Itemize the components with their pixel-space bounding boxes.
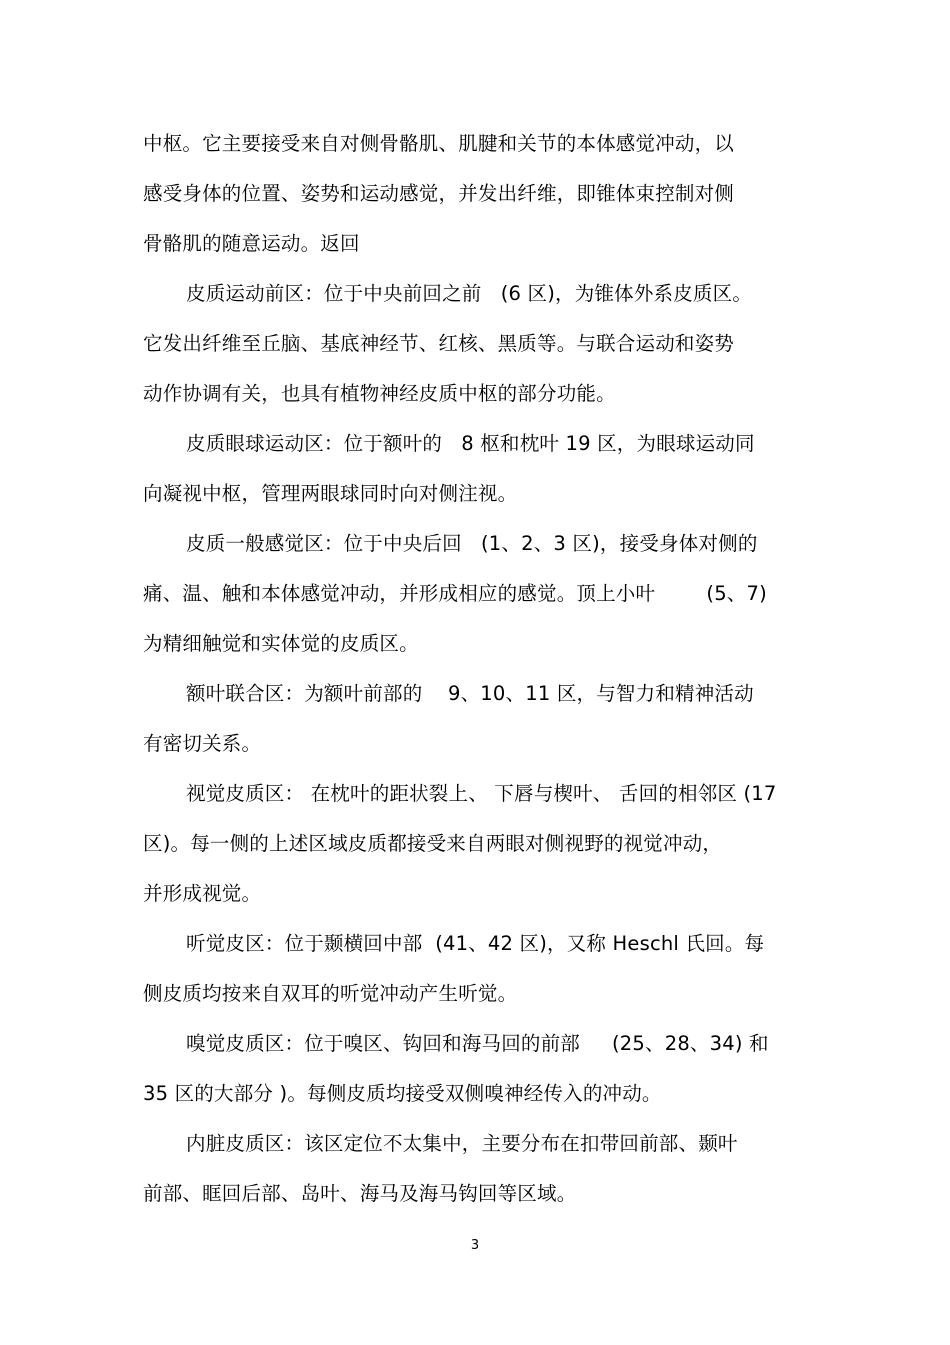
text-line: 为精细触觉和实体觉的皮质区。 <box>143 632 419 655</box>
text-line: 35 区的大部分 )。每侧皮质均接受双侧嗅神经传入的冲动。 <box>143 1082 662 1105</box>
text-line: 它发出纤维至丘脑、基底神经节、红核、黑质等。与联合运动和姿势 <box>143 332 735 355</box>
text-line: 前部、眶回后部、岛叶、海马及海马钩回等区域。 <box>143 1182 577 1205</box>
paragraph-start-line: 皮质一般感觉区：位于中央后回 (1、2、3 区)，接受身体对侧的 <box>186 532 758 555</box>
text-line: 向凝视中枢，管理两眼球同时向对侧注视。 <box>143 482 518 505</box>
text-line: 感受身体的位置、姿势和运动感觉，并发出纤维，即锥体束控制对侧 <box>143 182 735 205</box>
text-line: 侧皮质均按来自双耳的听觉冲动产生听觉。 <box>143 982 518 1005</box>
paragraph-start-line: 视觉皮质区： 在枕叶的距状裂上、 下唇与楔叶、 舌回的相邻区 (17 <box>186 782 777 805</box>
text-line: 有密切关系。 <box>143 732 262 755</box>
paragraph-start-line: 皮质运动前区：位于中央前回之前 (6 区)，为锥体外系皮质区。 <box>186 282 753 305</box>
paragraph-start-line: 嗅觉皮质区：位于嗅区、钩回和海马回的前部 (25、28、34) 和 <box>186 1032 769 1055</box>
text-line: 并形成视觉。 <box>143 882 262 905</box>
text-line: 中枢。它主要接受来自对侧骨骼肌、肌腱和关节的本体感觉冲动，以 <box>143 132 735 155</box>
page-number: 3 <box>470 1238 480 1253</box>
text-line: 骨骼肌的随意运动。返回 <box>143 232 360 255</box>
text-line: 痛、温、触和本体感觉冲动，并形成相应的感觉。顶上小叶 (5、7) <box>143 582 767 605</box>
paragraph-start-line: 额叶联合区：为额叶前部的 9、10、11 区，与智力和精神活动 <box>186 682 754 705</box>
text-line: 区)。每一侧的上述区域皮质都接受来自两眼对侧视野的视觉冲动， <box>143 832 723 855</box>
paragraph-start-line: 听觉皮区：位于颞横回中部 (41、42 区)，又称 Heschl 氏回。每 <box>186 932 765 955</box>
paragraph-start-line: 皮质眼球运动区：位于额叶的 8 枢和枕叶 19 区，为眼球运动同 <box>186 432 755 455</box>
paragraph-start-line: 内脏皮质区：该区定位不太集中，主要分布在扣带回前部、颞叶 <box>186 1132 738 1155</box>
text-line: 动作协调有关，也具有植物神经皮质中枢的部分功能。 <box>143 382 616 405</box>
